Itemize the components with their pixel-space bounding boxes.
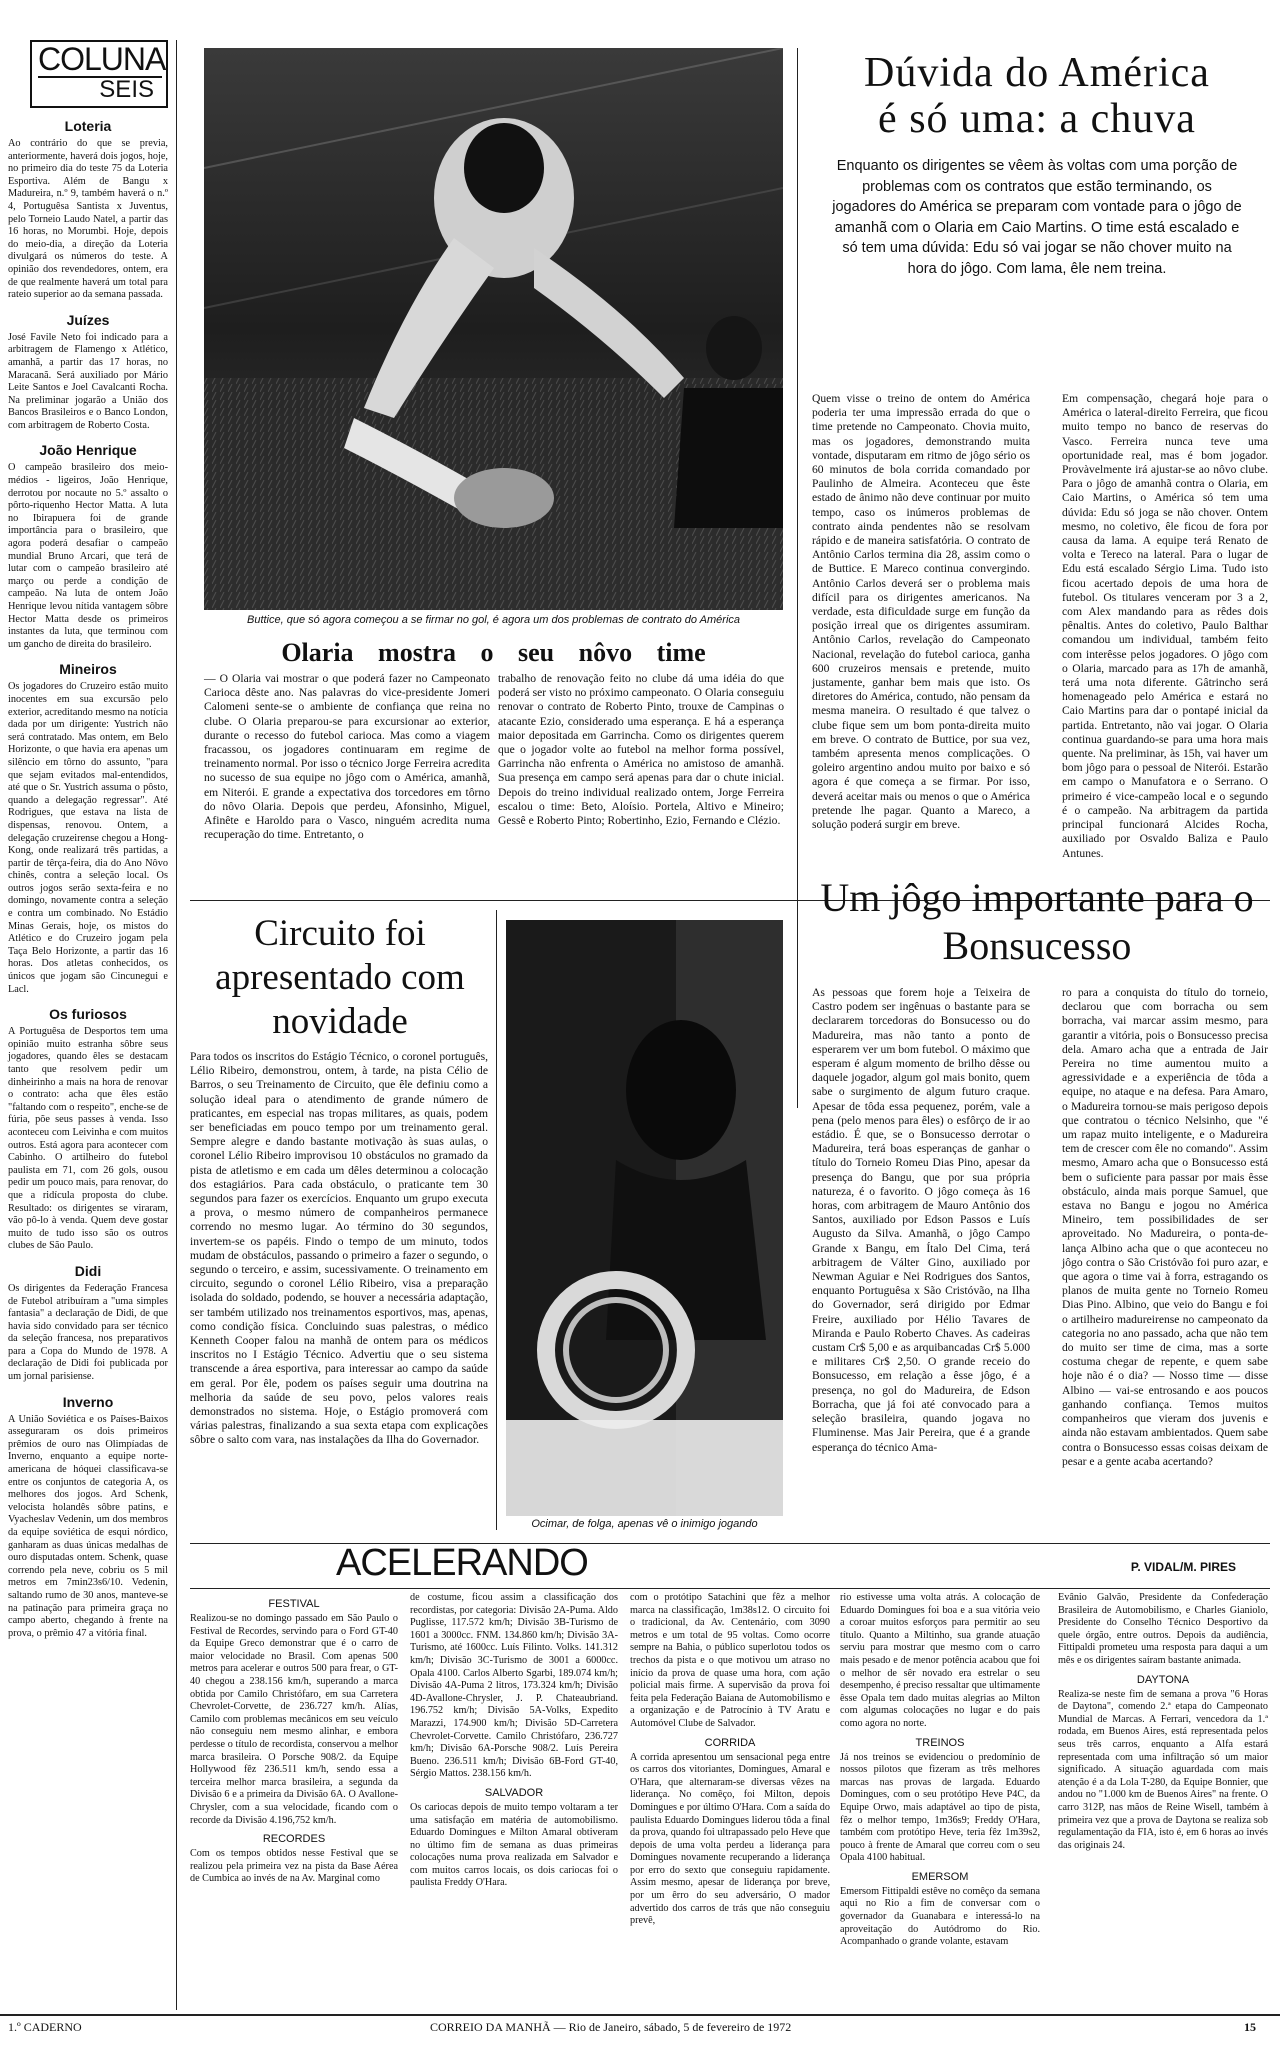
coluna-section-text: Os jogadores do Cruzeiro estão muito inocentes em sua excursão pelo exterior, acreditando mesmo na notícia dada por um dirigente: Yustrich não será contratado. Mas ontem, em Belo Horizonte, o que havia era apenas um silêncio em tôrno do assunto, "para que sejam evitados mal-entendidos, até que o Sr. Yustrich assuma o pôsto, quando a delegação regressar". Até Rodrigues, que estava na lista de dispensas, renovou. Ontem, a delegação cruzeirense chegou a Hong-Kong, onde realizará três partidas, a partir de têrça-feira, dia do Ano Nôvo chinês, contra a seleção local. Os outros jogos serão sexta-feira e no domingo, novamente contra a seleção e contra um combinado. No Estádio Minas Gerais, hoje, os mistos do Atlético e do Cruzeiro jogam pela Taça Belo Horizonte, a partir das 16 horas. Dos atletas conhecidos, os únicos que jogam são Cincunegui e Lacl. bbox=[8, 681, 168, 995]
salvador-text: Os cariocas depois de muito tempo voltaram a ter uma satisfação em matéria de automobilismo. Eduardo Domingues e Milton Amaral obtiveram no último fim de semana as duas primeiras colocações numa prova realizada em Salvador e com muitos carros locais, os dois cariocas foi o paulista Freddy O'Hara. bbox=[410, 1801, 618, 1889]
mid-left-divider bbox=[496, 910, 497, 1530]
daytona-heading: DAYTONA bbox=[1136, 1673, 1190, 1686]
top-right-divider bbox=[797, 48, 798, 1108]
treinos-text: Já nos treinos se evidenciou o predomínio de nossos pilotos que fizeram as três melhores marcas nas provas de largada. Eduardo Domingues, com o seu protótipo Heve P4C, da Equipe Orwo, mais adaptável ao tipo de pista, fêz o melhor tempo, 1m36s9; Freddy O'Hara, também com protótipo Heve, teria fêz 1m39s2, pouco à frente de Amaral que correu com o seu Opala 4100 habitual. bbox=[840, 1751, 1040, 1864]
treinos-heading: TREINOS bbox=[915, 1736, 965, 1749]
america-col2: Em compensação, chegará hoje para o América o lateral-direito Ferreira, que ficou muito tempo no banco de reservas do Vasco. Ferreira nunca teve uma oportunidade real, mas é bom jogador. Provàvelmente irá ajustar-se ao nôvo clube. Para o jôgo de amanhã contra o Olaria, em Caio Martins, o América só tem uma dúvida: Edu só joga se não chover. Ontem mesmo, no coletivo, êle ficou de fora por causa da lama. A equipe terá Renato de volta e Tereco na lateral. Para o lugar de Edu está escalado Sérgio Lima. Tudo isto ficou acertado depois de uma hora de futebol. Os titulares venceram por 3 a 2, com Alex mandando para as rêdes dois pênaltis. Antes do coletivo, Paulo Balthar comandou um individual, também feito com interêsse pelos jogadores. O jôgo com o Olaria, marcado para as 17h de amanhã, terá uma nota diferente. Gâtrincho será homenageado pelo América e estará no Caio Martins para dar o pontapé inicial da partida. Entretanto, não vai jogar. O Olaria continua guardando-se para uma hora mais quente. Na preliminar, às 15h, vai haver um bom jôgo para o pessoal de Niterói. Estarão em campo o Manufatora e o Serrano. O primeiro é vice-campeão local e o segundo é o campeão. Na arbitragem da partida principal funcionará Alcides Rocha, auxiliado por Osvaldo Baliza e Paulo Antunes. bbox=[1062, 392, 1268, 860]
acelerando-sub-divider bbox=[190, 1588, 1270, 1589]
acelerando-col4 bbox=[840, 1592, 1040, 1949]
classificacao-text: de costume, ficou assim a classificação dos recordistas, por categoria: Divisão 2A-Puma. Aldo Puglisse, 117.572 km/h; Divisão 3B-Turismo de 1601 a 3000cc. FNM. 134.860 km/h; Divisão 3A-Turismo, até 1600cc. Luís Filinto. Volks. 141.312 km/h; Divisão 3C-Turismo de 3001 a 6000cc. Opala 4100. Carlos Alberto Sgarbi, 189.074 km/h; Divisão 4A-Puma 2 litros, 173.324 km/h; Divisão 4D-Avallone-Chrysler, J. P. Chateaubriand. 196.752 km/h; Divisão 5A-Volks, Expedito Marazzi, 174.900 km/h; Divisão 5D-Carretera Chevrolet-Corvette. Camilo Christófaro, 236.727 km/h; Divisão 6A-Porsche 908/2. Luís Pereira Bueno. 236.511 km/h; Divisão 6B-Ford GT-40, Sérgio Mattos. 238.156 km/h. bbox=[410, 1592, 618, 1780]
buttice-photo bbox=[204, 48, 783, 610]
coluna-section-text: A União Soviética e os Países-Baixos asseguraram os dois primeiros prêmios de ouro nas Olimpíadas de Inverno, enquanto a equipe norte-americana de hóquei classificava-se entre os conjuntos de categoria A, os melhores dos jogos. Ard Schenk, velocista holandês sôbre patins, e Vyacheslav Vedenin, um dos membros da equipe soviética de esqui nórdico, ganharam as duas únicas medalhas de ouro disputadas ontem. Schenk, quase correndo pela neve, cobriu os 5 mil metros em 7min23s6/10. Vedenin, saltando rumo de 30 anos, manteve-se na patinação para primeira graça no campo aberto, chegando à frente na prova, o prêmio 47 a vitória final. bbox=[8, 1413, 168, 1639]
recordes-heading: RECORDES bbox=[262, 1833, 326, 1846]
america-headline-line2: é só uma: a chuva bbox=[878, 96, 1196, 142]
recordes-text: Com os tempos obtidos nesse Festival que se realizou pela primeira vez na pista da Base Aérea de Cumbica ao invés de na Av. Marginal como bbox=[190, 1848, 398, 1885]
festival-text: Realizou-se no domingo passado em São Paulo o Festival de Recordes, servindo para o Ford GT-40 da Equipe Greco demonstrar que é o carro de maior velocidade no Brasil. Com apenas 500 metros para acelerar e outros 500 para frear, o GT-40 chegou a 238.156 km/h, superando a marca obtida por Camilo Christófaro, em sua Carretera Chevrolet-Corvette, de 236.727 km/h. Alías, Camilo com problemas mecânicos em seu veículo não conseguiu nem mesmo alinhar, e embora perdesse o título de recordista, conservou a melhor marca brasileira. O Porsche 908/2. da Equipe Hollywood fêz 236.511 km/h, sendo essa a terceira melhor marca brasileira, a segunda da Divisão 6 e a primeira da Divisão 6A. O Avallone-Chrysler, com a sua velocidade, ficando com o recorde da Divisão 4.196,752 km/h. bbox=[190, 1613, 398, 1826]
ocimar-photo-caption: Ocimar, de folga, apenas vê o inimigo jogando bbox=[531, 1518, 758, 1530]
coluna-subtitle: SEIS bbox=[38, 76, 162, 102]
olaria-col1: — O Olaria vai mostrar o que poderá fazer no Campeonato Carioca dêste ano. Nas palavras do vice-presidente Jomeri Calomeni sente-se o ambiente de confiança que reina no clube. O Olaria preparou-se para excursionar ao exterior, durante o recesso do futebol carioca. Mas como a viagem fracassou, os jogadores continuaram em regime de treinamento normal. Por isso o técnico Jorge Ferreira acredita no sucesso de sua equipe no jôgo com o América, amanhã, em Niterói. E grande a expectativa dos torcedores em tôrno do nôvo Olaria. Depois que perdeu, Afonsinho, Miguel, Afinête e Haroldo para o Vasco, ninguém acredita numa recuperação do time. Entretanto, o bbox=[204, 672, 490, 842]
buttice-photo-image bbox=[204, 48, 783, 610]
evanio-text: Evânio Galvão, Presidente da Confederação Brasileira de Automobilismo, e Charles Gianiolo, Presidente do Conselho Técnico Desportivo da quele órgão, entre outros. Depois da audiência, Fittipaldi prometeu uma resposta para daqui a um mês e os dirigentes saíram bastante animada. bbox=[1058, 1592, 1268, 1666]
colocacao-text: rio estivesse uma volta atrás. A colocação de Eduardo Domingues foi boa e a sua vitória veio a coroar muitos esforços para permitir ao seu título. Quanto a Miltinho, sua grande atuação serviu para mostrar que mesmo com o carro mais pesado e de menor potência acabou que foi o melhor de sêr novado era estrelar o seu desempenho, é preciso ressaltar que ultimamente êsse Opala tem dado muitas alegrias ao Milton com algumas colocações no lugar e do pais como agora no norte. bbox=[840, 1592, 1040, 1729]
coluna-seis-column bbox=[8, 40, 168, 1640]
bonsucesso-col2: ro para a conquista do título do torneio, declarou que com borracha ou sem borracha, vai marcar assim mesmo, para garantir a vitória, pois o Bonsucesso precisa dela. Amaro acha que a entrada de Jair Pereira no time aumentou muito a agressividade e a experiência de tôda a equipe, no ataque e na defesa. Para Amaro, o Madureira tornou-se mais perigoso depois que contratou o técnico Nelsinho, que "é um rapaz muito inteligente, e o Madureira tem de crescer com êle no comando". Assim mesmo, Amaro acha que o Bonsucesso está bem o suficiente para passar por mais êsse obstáculo, ainda mais porque Samuel, que estava no Bangu e jogou no América Mineiro, tem possibilidades de ser aproveitado. No Madureira, o ponta-de-lança Albino acha que o que aconteceu no jôgo contra o São Cristóvão foi puro azar, e que agora o time vai à forra, estragando os planos de muita gente no Torneio Romeu Dias Pino. Albino, que veio do Bangu e foi o artilheiro madureirense no campeonato da categoria no ano passado, acha que não tem do muito ser time de cima, mas a sorte costuma chegar de repente, e quem sabe hoje não é o dia? — Nosso time — disse Albino — vai-se entrosando e aos poucos ganhando confiança. Temos muitos companheiros que vieram dos juvenis e ainda não estavam ambientados. Quem sabe contra o Bonsucesso essas coisas deixam de pesar e a gente acaba acertando? bbox=[1062, 986, 1268, 1468]
olaria-article bbox=[204, 636, 783, 670]
emersom-text: Emersom Fittipaldi estêve no comêço da semana aqui no Rio a fim de conversar com o governador da Guanabara e interessá-lo na aproveitação do Autódromo do Rio. Acompanhado o grande volante, estavam bbox=[840, 1885, 1040, 1948]
coluna-section-text: A Portuguêsa de Desportos tem uma opinião muito estranha sôbre seus jogadores, quando êles se destacam tanto que resolvem pedir um dinheirinho a mais na hora de renovar o contrato: acha que êles estão "faltando com o respeito", enche-se de fúria, põe seus passes à venda. Isso aconteceu com Leivinha e com muitos outros. Está agora para acontecer com Cabinho. O artilheiro do futebol paulista em 71, com 26 gols, ousou pedir um pouco mais, para renovar, do que a ridícula proposta do clube. Resultado: os dirigentes se viraram, vão pô-lo à venda. Quem deve gostar muito de tudo isso são os outros clubes de São Paulo. bbox=[8, 1026, 168, 1252]
left-column-divider bbox=[176, 40, 177, 2010]
america-col1: Quem visse o treino de ontem do América poderia ter uma impressão errada do que o time pretende no Campeonato. Chovia muito, mas os jogadores, demonstrando muita vontade, disputaram em ritmo de jôgo sério os 60 minutos de bola corrida comandado por Paulinho de Almeira. Aconteceu que êste estado de ânimo não deve continuar por muito tempo, caso os inúmeros problemas de contrato ainda pendentes não se resolvam rápido e de maneira satisfatória. O contrato de Antônio Carlos termina dia 28, assim como o de Buttice. E Mareco continua convergindo. Antônio Carlos deverá ser o problema mais difícil para os dirigentes americanos. Na verdade, esta dificuldade surge em função da posição irreal que os dirigentes assumiram. Antônio Carlos, revelação do Campeonato Nacional, revelação do futebol carioca, ganha 600 cruzeiros mensais e pretende, muito justamente, ganhar bem mais que isto. Os diretores do América, contudo, não pensam da mesma maneira. O resultado é que talvez o clube fique sem um bom ponta-direita muito em breve. O contrato de Buttice, por sua vez, também apresenta menos complicações. O goleiro argentino andou muito por baixo e só agora é que começa a se firmar. Por isso, deverá aceitar mais ou menos o que o América pretende lhe pagar. Quanto a Mareco, a solução poderá surgir em breve. bbox=[812, 392, 1030, 832]
bonsucesso-headline: Um jôgo importante para o Bonsucesso bbox=[820, 875, 1254, 968]
bonsucesso-col1: As pessoas que forem hoje a Teixeira de Castro podem ser ingênuas o bastante para se declararem torcedoras do Bonsucesso ou do Madureira, mas não tanto a ponto de esperarem ver um bom futebol. O máximo que esperam é algum momento de brilho dêsse ou daquele jogador, algum gol mais bonito, quem sabe o surgimento de algum futuro craque. Apesar de tôda essa pequenez, porém, vale a pena (pelo menos para êles) o esfôrço de ir ao estádio. É que, se o Bonsucesso derrotar o Madureira, terá boas esperanças de ganhar o título do Torneio Romeu Dias Pino, apesar da presença do Bangu, que por sua própria natureza, é o favorito. O jôgo começa às 16 horas, com arbitragem de Mauro Antônio dos Santos, auxiliado por Edson Passos e Luís Augusto da Silva. Amanhã, o jôgo Campo Grande x Bangu, em Ítalo Del Cima, terá arbitragem de Válter Gino, auxiliado por Newman Aguiar e Nei Rodrigues dos Santos, enquanto Portuguêsa x São Cristóvão, na Ilha do Governador, será dirigido por Edmar Freire, auxiliado por Hélio Tavares de Miranda e Paulo Roberto Chaves. As cadeiras custam Cr$ 5,00 e as arquibancadas Cr$ 5.000 e militares Cr$ 2,50. O grande receio do Bonsucesso, em relação a êsse jôgo, é a presença, no gol do Madureira, de Edson Borracha, que já foi até convocado para a seleção brasileira, quando jogava no Fluminense. Mas Jair Pereira, que é a grande esperança do técnico Ama- bbox=[812, 986, 1030, 1454]
coluna-section-text: José Favile Neto foi indicado para a arbitragem de Flamengo x Atlético, amanhã, a partir das 17 horas, no Maracanã. Será auxiliado por Mário Leite Santos e Joel Cavalcanti Rocha. Na preliminar jogarão a União dos Bancos Brasileiros e o Banco London, com arbitragem de Roberto Costa. bbox=[8, 331, 168, 431]
acelerando-col2 bbox=[410, 1592, 618, 1890]
buttice-photo-caption: Buttice, que só agora começou a se firmar no gol, é agora um dos problemas de contrato do América bbox=[246, 614, 741, 626]
olaria-headline: Olaria mostra o seu nôvo time bbox=[281, 638, 706, 667]
america-article-header bbox=[806, 50, 1268, 279]
acelerando-title: ACELERANDO bbox=[336, 1542, 588, 1584]
coluna-section-text: O campeão brasileiro dos meio-médios - ligeiros, João Henrique, derrotou por nocaute no 5.º assalto o pôrto-riquenho Hector Matta. A luta no Ibirapuera foi de grande importância para o brasileiro, que agora poderá desafiar o campeão mundial Bruno Arcari, que terá de lutar com o campeão brasileiro até março ou perde a condição de campeão. Na luta de ontem João Henrique levou nítida vantagem sôbre Hector Matta desde os primeiros instantes da luta, que terminou com um gancho de direita do brasileiro. bbox=[8, 462, 168, 650]
coluna-title: COLUNA bbox=[38, 41, 166, 77]
coluna-sections bbox=[8, 118, 168, 1640]
acelerando-banner bbox=[190, 1542, 1270, 1586]
footer-page-number: 15 bbox=[1244, 2020, 1256, 2034]
coluna-section-title: Os furiosos bbox=[49, 1006, 127, 1023]
salvador-heading: SALVADOR bbox=[484, 1786, 544, 1799]
acelerando-col1 bbox=[190, 1592, 398, 1886]
circuito-headline: Circuito foi apresentado com novidade bbox=[215, 913, 465, 1042]
circuito-text: Para todos os inscritos do Estágio Técnico, o coronel português, Lélio Ribeiro, demonstrou, ontem, à tarde, na pista Célio de Barros, o seu Treinamento de Circuito, que êle definiu como a solução ideal para o atendimento de grande número de praticantes, em especial nas tropas militares, as quais, podem ser beneficiadas em pouco tempo por um treinamento geral. Sempre alegre e dando bastante motivação às suas aulas, o coronel Lélio Ribeiro improvisou 10 obstáculos no gramado da pista de atletismo e em cada um dêles determinou a colocação dos estagiários. Para cada obstáculo, o praticante tem 30 segundos para fazer os exercícios. Enquanto um grupo executa a prova, o mesmo número de companheiros permanece correndo no mesmo lugar. Ao término do 30 segundos, invertem-se os papéis. Findo o tempo de um minuto, todos mudam de obstáculos, passando o primeiro a fazer o segundo, o segundo o terceiro, e assim, sucessivamente. O treinamento em circuito, segundo o coronel Lélio Ribeiro, visa a preparação isolada do soldado, podendo, se houver a necessária adaptação, ser também utilizado nos treinamentos esportivos, mas, apenas, como condição física. Concluindo suas palestras, o médico Kenneth Cooper falou na manhã de ontem para os médicos inscritos no I Estágio Técnico. Advertiu que o seu sistema transcende a área esportiva, para interessar ao campo da saúde em geral. Por êle, podem os países seguir uma doutrina na melhoria da saúde de seu povo, pelos valores reais demonstrados no sistema. Hoje, o Estágio promoverá com várias palestras, finalizando a sua sexta etapa com explicações sôbre o salto com vara, nas instalações da Ilha do Governador. bbox=[190, 1050, 488, 1447]
corrida-heading: CORRIDA bbox=[704, 1736, 756, 1749]
footer-section: 1.º CADERNO bbox=[8, 2020, 82, 2034]
coluna-section-title: João Henrique bbox=[39, 442, 137, 459]
coluna-section-text: Os dirigentes da Federação Francesa de Futebol atribuíram a "uma simples fantasia" a declaração de Didi, de que havia sido convidado para ser técnico da seleção francesa, nos preparativos para a Copa do Mundo de 1978. A declaração de Didi foi publicada por um jornal parisiense. bbox=[8, 1282, 168, 1383]
circuito-header bbox=[200, 912, 480, 1044]
prototipo-text: com o protótipo Satachini que fêz a melhor marca na classificação, 1m38s12. O circuito foi o tradicional, da Av. Centenário, com 3090 metros e um total de 95 voltas. Como ocorre sempre na Bahia, o público superlotou todos os trechos da pista e o que motivou um atraso no início da prova de quase uma hora, com ação policial mais firme. A supervisão da prova foi feita pela Federação Baiana de Automobilismo e a organização e de Patrocínio à TV Aratu e Automóvel Clube de Salvador. bbox=[630, 1592, 830, 1729]
america-headline-line1: Dúvida do América bbox=[864, 50, 1210, 96]
olaria-col2: trabalho de renovação feito no clube dá uma idéia do que poderá ser visto no próximo campeonato. O Olaria conseguiu renovar o contrato de Roberto Pinto, trouxe de Campinas o atacante Ezio, considerado uma esperança. E há a esperança maior depositada em Garrincha. Como os dirigentes querem que o jogador volte ao futebol na melhor forma possível, Garrincha não enfrenta o América no amistoso de amanhã. Sua presença em campo será apenas para dar o chute inicial. Depois do treino individual realizado ontem, Jorge Ferreira escalou o time: Beto, Aloísio. Portela, Altivo e Mineiro; Gessê e Roberto Pinto; Robertinho, Ezio, Fernando e Clézio. bbox=[498, 672, 784, 828]
coluna-section-title: Loteria bbox=[64, 118, 112, 134]
coluna-seis-logo bbox=[30, 40, 168, 108]
ocimar-photo bbox=[506, 920, 783, 1516]
footer-rule bbox=[0, 2014, 1280, 2016]
daytona-text: Realiza-se neste fim de semana a prova "6 Horas de Daytona", comendo 2.ª etapa do Campeonato Mundial de Marcas. A Ferrari, vencedora da 1.ª rodada, em Buenos Aires, está representada pelos seus três carros, enquanto a Alfa estará representada com uma infiltração só um maior significado. A situação aguardada com mais atenção é a da Lola T-280, da Equipe Bonnier, que andou no "1.000 km de Buenos Aires" na frente. O carro 312P, nas mãos de Reine Wisell, também à primeira vez que a prova de Daytona se realiza sob regulamentação da FIA, isto é, em 6 horas ao invés das originais 24. bbox=[1058, 1688, 1268, 1851]
festival-heading: FESTIVAL bbox=[268, 1598, 320, 1610]
coluna-section-title: Mineiros bbox=[59, 661, 117, 678]
acelerando-col3 bbox=[630, 1592, 830, 1928]
ocimar-photo-image bbox=[506, 920, 783, 1516]
footer-masthead: CORREIO DA MANHÃ — Rio de Janeiro, sábado, 5 de fevereiro de 1972 bbox=[430, 2020, 792, 2034]
america-deck: Enquanto os dirigentes se vêem às voltas com uma porção de problemas com os contratos que estão terminando, os jogadores do América se preparam com vontade para o jôgo de amanhã com o Olaria em Caio Martins. O time está escalado e só tem uma dúvida: Edu só vai jogar se não chover muito na hora do jôgo. Com lama, êle nem treina. bbox=[832, 158, 1242, 277]
emersom-heading: EMERSOM bbox=[911, 1870, 969, 1883]
coluna-section-text: Ao contrário do que se previa, anteriormente, haverá dois jogos, hoje, no primeiro dia do teste 75 da Loteria Esportiva. Além de Bangu x Madureira, n.º 9, também haverá o n.º 4, Portuguêsa Santista x Juventus, pelo Torneio Laudo Natel, a partir das 16 horas, no Morumbi. Hoje, depois do meio-dia, a direção da Loteria divulgará os números do teste. A opinião dos revendedores, ontem, era de que realmente haverá um total para rateio superior ao da semana passada. bbox=[8, 138, 168, 301]
corrida-text: A corrida apresentou um sensacional pega entre os carros dos vitoriantes, Domingues, Amaral e O'Hara, que alternaram-se diversas vêzes na liderança. No comêço, foi Milton, depois Domingues e por último O'Hara. Com a saída do paulista Eduardo Domingues liderou tôda a final da prova, quando foi ultrapassado pelo Heve que depois de uma volta perdeu a liderança para Domingues novamente recuperando a liderança por erro do sexto que conseguiu rapidamente. Assim mesmo, apesar de liderança por breve, por um êrro do seu adversário, O mador advertido dos carros de trás que não conseguiu prevê, bbox=[630, 1751, 830, 1927]
coluna-section-title: Juízes bbox=[66, 311, 110, 328]
acelerando-col5 bbox=[1058, 1592, 1268, 1852]
acelerando-byline: P. VIDAL/M. PIRES bbox=[1130, 1560, 1236, 1574]
bonsucesso-header bbox=[806, 874, 1268, 970]
coluna-section-title: Inverno bbox=[62, 1393, 114, 1410]
coluna-section-title: Didi bbox=[74, 1262, 102, 1279]
